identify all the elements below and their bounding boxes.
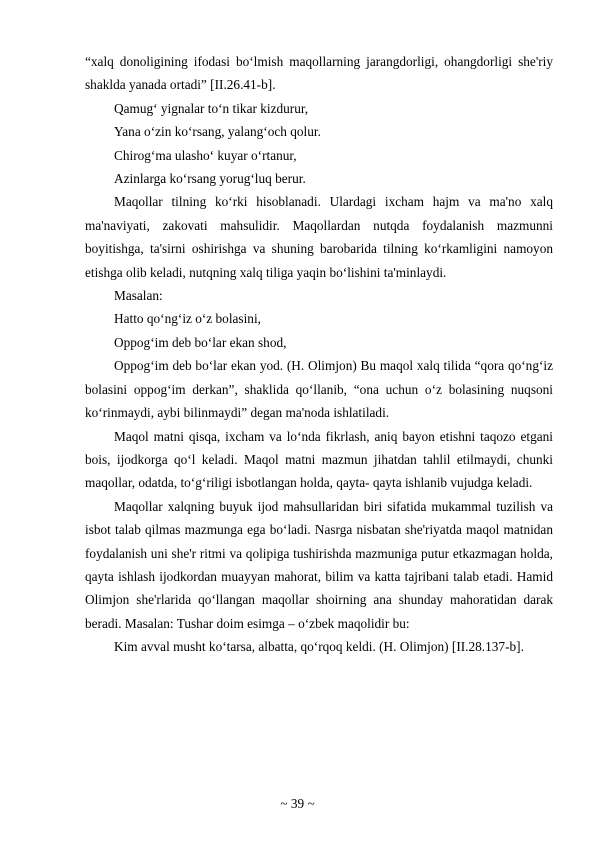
- document-body: [85, 50, 553, 659]
- page-number: ~ 39 ~: [280, 796, 315, 811]
- paragraph: “xalq donoligining ifodasi bo‘lmish maqollarning jarangdorligi, ohangdorligi she'riy shaklda yanada ortadi” [II.26.41-b].: [85, 54, 553, 93]
- poem-line: Qamug‘ yignalar to‘n tikar kizdurur,: [114, 100, 309, 116]
- paragraph: Maqollar xalqning buyuk ijod mahsullaridan biri sifatida mukammal tuzilish va isbot talab qilmas mazmunga ega bo‘ladi. Nasrga nisbatan she'riyatda maqol matnidan foydalanish uni she'r ritmi va qolipiga tushirishda mazmuniga putur etkazmagan holda, qayta ishlash ijodkordan muayyan mahorat, bilim va katta tajribani talab etadi. Hamid Olimjon she'rlarida qo‘llangan maqollar shoirning ana shunday mahoratidan darak beradi. Masalan: Tushar doim esimga – o‘zbek maqolidir bu:: [85, 498, 553, 631]
- poem-line: Azinlarga ko‘rsang yorug‘luq berur.: [114, 171, 306, 187]
- poem-line: Yana o‘zin ko‘rsang, yalang‘och qolur.: [114, 124, 321, 140]
- paragraph: Masalan:: [114, 288, 163, 304]
- paragraph: Maqol matni qisqa, ixcham va lo‘nda fikrlash, aniq bayon etishni taqozo etgani bois, ijodkorga qo‘l keladi. Maqol matni mazmun jihatdan tahlil etilmaydi, chunki maqollar, odatda, to‘g‘riligi isbotlangan holda, qayta- qayta ishlanib vujudga keladi.: [85, 428, 553, 491]
- poem-line: Chirog‘ma ulasho‘ kuyar o‘rtanur,: [114, 147, 297, 163]
- paragraph: Kim avval musht ko‘tarsa, albatta, qo‘rqoq keldi. (H. Olimjon) [II.28.137-b].: [114, 639, 524, 655]
- poem-line: Hatto qo‘ng‘iz o‘z bolasini,: [114, 311, 261, 327]
- poem-line: Oppog‘im deb bo‘lar ekan shod,: [114, 334, 287, 350]
- paragraph: Oppog‘im deb bo‘lar ekan yod. (H. Olimjon) Bu maqol xalq tilida “qora qo‘ng‘iz bolasini oppog‘im derkan”, shaklida qo‘llanib, “ona uchun o‘z bolasining nuqsoni ko‘rinmaydi, aybi bilinmaydi” degan ma'noda ishlatiladi.: [85, 358, 553, 421]
- paragraph: Maqollar tilning ko‘rki hisoblanadi. Ulardagi ixcham hajm va ma'no xalq ma'naviyati, zakovati mahsulidir. Maqollardan nutqda foydalanish mazmunni boyitishga, ta'sirni oshirishga va shuning barobarida tilning ko‘rkamligini namoyon etishga olib keladi, nutqning xalq tiliga yaqin bo‘lishini ta'minlaydi.: [85, 194, 553, 280]
